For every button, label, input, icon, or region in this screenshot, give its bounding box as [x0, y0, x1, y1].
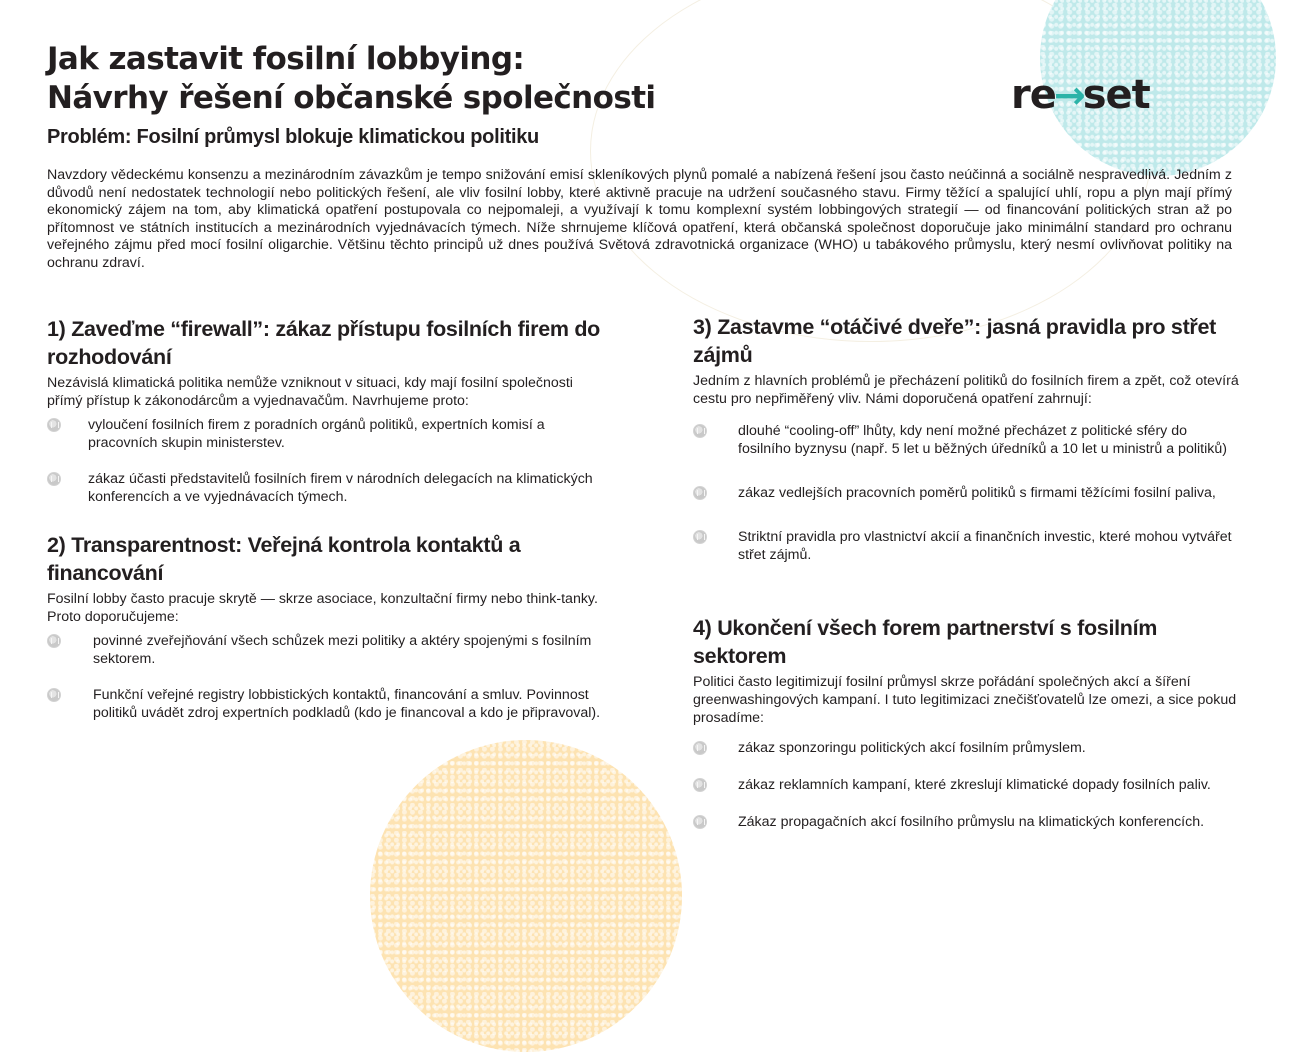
recommendation-list	[693, 422, 1243, 564]
title-line-2: Návrhy řešení občanské společnosti	[47, 80, 656, 116]
list-item	[693, 528, 1243, 564]
section-revolving-doors	[693, 313, 1243, 590]
bullet-logo-icon	[47, 472, 61, 486]
section-lead: Jedním z hlavních problémů je přecházení politiků do fosilních firem a zpět, což otevírá cestu pro nepřiměřený vliv. Námi doporučená opatření zahrnují:	[693, 373, 1239, 407]
list-item-text: vyloučení fosilních firem z poradních orgánů politiků, expertních komisí a pracovních skupin ministerstev.	[88, 417, 545, 451]
bullet-logo-icon	[47, 418, 61, 432]
page-title	[47, 40, 655, 118]
list-item	[47, 470, 607, 506]
list-item	[693, 739, 1248, 757]
list-item-text: zákaz sponzoringu politických akcí fosilním průmyslem.	[738, 740, 1086, 756]
bullet-logo-icon	[693, 424, 707, 438]
reset-logo	[1011, 72, 1150, 118]
title-line-1: Jak zastavit fosilní lobbying:	[47, 41, 525, 77]
list-item-text: dlouhé “cooling-off” lhůty, kdy není možné přecházet z politické sféry do fosilního byznysu (např. 5 let u běžných úředníků a 10 let u ministrů a politiků)	[738, 423, 1227, 457]
section-transparency	[47, 531, 607, 740]
bullet-logo-icon	[693, 486, 707, 500]
section-lead: Fosilní lobby často pracuje skrytě — skrze asociace, konzultační firmy nebo think-tanky. Proto doporučujeme:	[47, 591, 598, 625]
bullet-logo-icon	[693, 815, 707, 829]
bullet-logo-icon	[693, 530, 707, 544]
bullet-logo-icon	[47, 634, 61, 648]
list-item-text: povinné zveřejňování všech schůzek mezi politiky a aktéry spojenými s fosilním sektorem.	[93, 633, 592, 667]
bullet-logo-icon	[693, 741, 707, 755]
list-item-text: zákaz účasti představitelů fosilních firem v národních delegacích na klimatických konferencích a ve vyjednávacích týmech.	[88, 471, 593, 505]
list-item-text: zákaz reklamních kampaní, které zkreslují klimatické dopady fosilních paliv.	[738, 777, 1211, 793]
logo-text-re: re	[1011, 72, 1056, 118]
section-heading: 2) Transparentnost: Veřejná kontrola kontaktů a financování	[47, 533, 521, 585]
section-heading: 3) Zastavme “otáčivé dveře”: jasná pravidla pro střet zájmů	[693, 315, 1217, 367]
bullet-logo-icon	[693, 778, 707, 792]
list-item	[693, 813, 1248, 831]
bullet-logo-icon	[47, 688, 61, 702]
section-partnerships	[693, 614, 1248, 850]
list-item	[47, 632, 607, 668]
recommendation-list	[47, 416, 607, 506]
section-heading: 4) Ukončení všech forem partnerství s fosilním sektorem	[693, 616, 1158, 668]
list-item	[693, 484, 1243, 502]
list-item-text: zákaz vedlejších pracovních poměrů politiků s firmami těžícími fosilní paliva,	[738, 485, 1216, 501]
list-item	[693, 422, 1243, 458]
section-lead: Politici často legitimizují fosilní průmysl skrze pořádání společných akcí a šíření greenwashingových kampaní. I tuto legitimizaci znečišťovatelů lze omezi, a sice pokud prosadíme:	[693, 674, 1237, 726]
section-firewall	[47, 315, 607, 524]
list-item	[47, 686, 607, 722]
list-item-text: Funkční veřejné registry lobbistických kontaktů, financování a smluv. Povinnost politiků uvádět zdroj expertních podkladů (kdo je financoval a kdo je připravoval).	[93, 687, 601, 721]
logo-text-set: set	[1082, 72, 1150, 118]
arrow-right-icon: →	[1053, 73, 1085, 117]
list-item-text: Zákaz propagačních akcí fosilního průmyslu na klimatických konferencích.	[738, 814, 1205, 830]
list-item	[47, 416, 607, 452]
recommendation-list	[693, 739, 1248, 831]
recommendation-list	[47, 632, 607, 722]
list-item-text: Striktní pravidla pro vlastnictví akcií a finančních investic, které mohou vytvářet střet zájmů.	[738, 529, 1232, 563]
section-lead: Nezávislá klimatická politika nemůže vzniknout v situaci, kdy mají fosilní společnosti přímý přístup k zákonodárcům a vyjednavačům. Navrhujeme proto:	[47, 375, 573, 409]
intro-paragraph: Navzdory vědeckému konsenzu a mezinárodním závazkům je tempo snižování emisí skleníkových plynů pomalé a nabízená řešení jsou často neúčinná a sociálně nespravedlivá. Jedním z důvodů není nedostatek technologií nebo politických řešení, ale vliv fosilní lobby, které aktivně pracuje na udržení současného stavu. Firmy těžící a spalující uhlí, ropu a plyn mají přímý ekonomický zájem na tom, aby klimatická opatření postupovala co nejpomaleji, a využívají k tomu komplexní systém lobbingových strategií — od financování politických stran až po přítomnost ve státních institucích a mezinárodních vyjednávacích týmech. Níže shrnujeme klíčová opatření, která občanská společnost doporučuje jako minimální standard pro ochranu veřejného zájmu před mocí fosilní oligarchie. Většinu těchto principů už dnes používá Světová zdravotnická organizace (WHO) u tabákového průmyslu, který nesmí ovlivňovat politiky na ochranu zdraví.	[47, 167, 1232, 271]
list-item	[693, 776, 1248, 794]
problem-subtitle: Problém: Fosilní průmysl blokuje klimatickou politiku	[47, 126, 539, 148]
section-heading: 1) Zaveďme “firewall”: zákaz přístupu fosilních firem do rozhodování	[47, 317, 601, 369]
yellow-decorative-circle	[370, 740, 682, 1052]
